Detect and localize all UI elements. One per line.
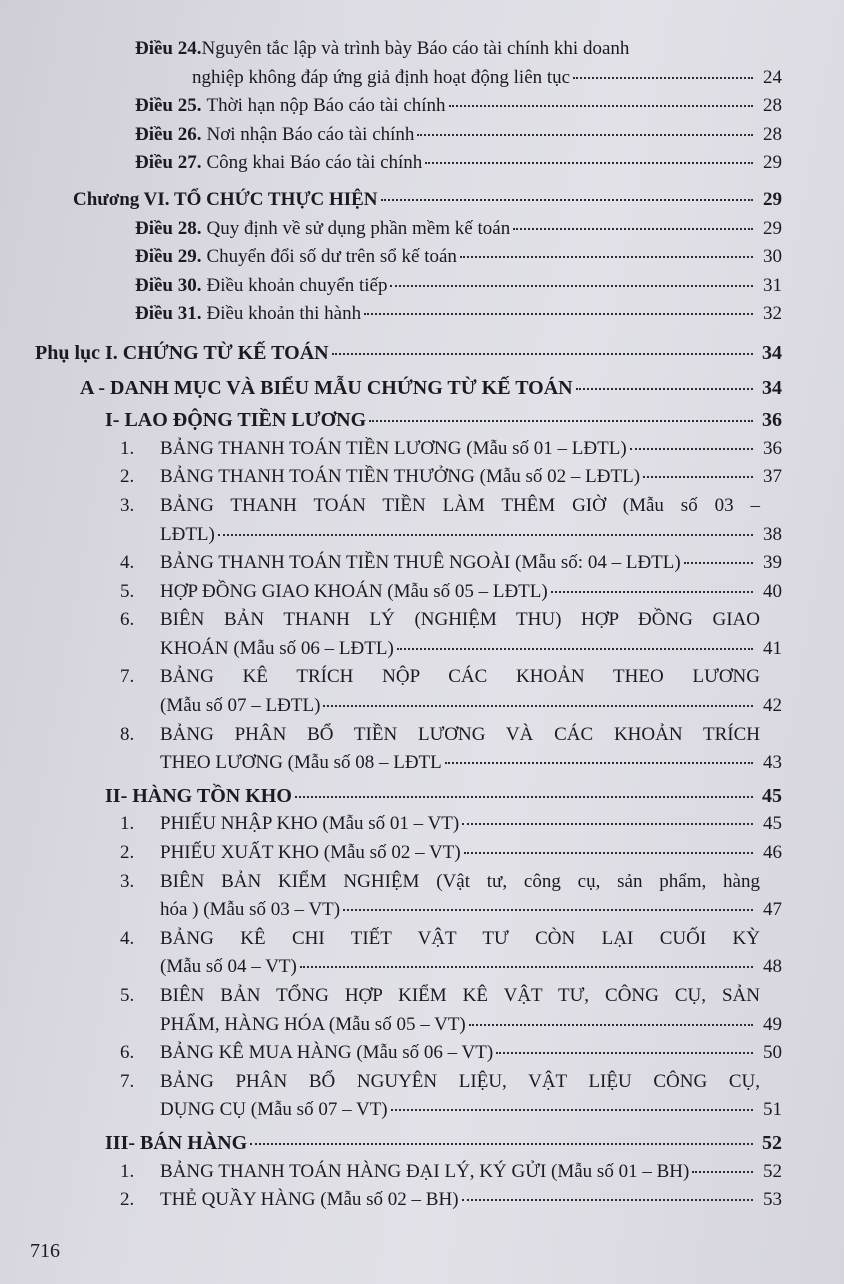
entry-text: Thời hạn nộp Báo cáo tài chính [206,95,446,117]
article-label: Điều 29. [135,246,202,268]
item-number: 7. [120,1070,135,1092]
entry-text: Công khai Báo cáo tài chính [206,152,423,174]
item-number: 6. [120,1042,135,1064]
entry-text: HỢP ĐỒNG GIAO KHOÁN (Mẫu số 05 – LĐTL) [160,580,548,602]
chapter-title: Chương VI. TỔ CHỨC THỰC HIỆN [73,188,378,210]
entry-text: BẢNG KÊ TRÍCH NỘP CÁC KHOẢN THEO LƯƠNG [160,666,760,688]
toc-entry-line[interactable] [0,495,844,524]
dot-leader [218,534,753,536]
article-label: Điều 30. [135,274,202,296]
toc-entry[interactable] [0,1189,844,1218]
page-ref: 51 [763,1099,782,1121]
toc-entry-line[interactable] [0,928,844,957]
page-ref: 52 [762,1131,782,1154]
toc-entry[interactable] [0,956,844,985]
article-label: Điều 27. [135,152,202,174]
toc-entry-line[interactable] [0,724,844,753]
toc-entry-line[interactable] [0,666,844,695]
dot-leader [462,1199,753,1201]
entry-text: Quy định về sử dụng phần mềm kế toán [206,217,511,239]
page-ref: 28 [763,95,782,117]
page-ref: 28 [763,123,782,145]
page-ref: 45 [763,813,782,835]
toc-entry[interactable] [0,246,844,275]
toc-group[interactable] [0,1132,844,1161]
entry-text: (Mẫu số 04 – VT) [160,956,297,978]
toc-entry[interactable] [0,524,844,553]
entry-text: nghiệp không đáp ứng giả định hoạt động liên tục [192,66,571,88]
toc-entry[interactable] [0,581,844,610]
page-ref: 37 [763,466,782,488]
toc-entry[interactable] [0,752,844,781]
entry-text: BIÊN BẢN THANH LÝ (NGHIỆM THU) HỢP ĐỒNG GIAO [160,609,760,631]
dot-leader [630,448,753,450]
entry-text: BẢNG THANH TOÁN TIỀN THƯỞNG (Mẫu số 02 – LĐTL) [160,466,641,488]
page-ref: 49 [763,1013,782,1035]
toc-entry[interactable] [0,218,844,247]
toc-entry[interactable] [0,1161,844,1190]
page-ref: 50 [763,1042,782,1064]
entry-text: THẺ QUẦY HÀNG (Mẫu số 02 – BH) [160,1189,459,1211]
dot-leader [250,1143,753,1145]
item-number: 1. [120,813,135,835]
dot-leader [513,228,753,230]
page-ref: 43 [763,752,782,774]
page-ref: 45 [762,784,782,807]
dot-leader [469,1024,753,1026]
entry-text: Chuyển đổi số dư trên sổ kế toán [206,246,457,268]
entry-text: BẢNG PHÂN BỔ NGUYÊN LIỆU, VẬT LIỆU CÔNG CỤ, [160,1070,760,1092]
dot-leader [573,77,753,79]
entry-text: Nơi nhận Báo cáo tài chính [206,123,415,145]
dot-leader [643,476,753,478]
dot-leader [300,966,753,968]
section-title: A - DANH MỤC VÀ BIỂU MẪU CHỨNG TỪ KẾ TOÁN [80,376,573,399]
item-number: 3. [120,870,135,892]
item-number: 7. [120,666,135,688]
item-number: 5. [120,580,135,602]
page-ref: 52 [763,1160,782,1182]
table-of-contents [0,38,844,1218]
page-ref: 48 [763,956,782,978]
toc-entry[interactable] [0,303,844,332]
toc-entry[interactable] [0,466,844,495]
entry-text: BẢNG THANH TOÁN HÀNG ĐẠI LÝ, KÝ GỬI (Mẫu số 01 – BH) [160,1160,690,1182]
entry-text: Điều khoản chuyển tiếp [206,274,388,296]
item-number: 5. [120,985,135,1006]
toc-group[interactable] [0,409,844,438]
page-ref: 39 [763,552,782,574]
entry-text: BẢNG PHÂN BỔ TIỀN LƯƠNG VÀ CÁC KHOẢN TRÍCH [160,723,760,745]
page-ref: 46 [763,842,782,864]
dot-leader [364,313,753,315]
dot-leader [391,1109,753,1111]
entry-text: BẢNG KÊ CHI TIẾT VẬT TƯ CÒN LẠI CUỐI KỲ [160,927,760,949]
page-ref: 47 [763,899,782,921]
entry-text: hóa ) (Mẫu số 03 – VT) [160,899,341,921]
dot-leader [323,705,753,707]
toc-entry[interactable] [0,842,844,871]
page-ref: 31 [763,274,782,296]
toc-entry[interactable] [0,1014,844,1043]
article-label: Điều 28. [135,217,202,239]
dot-leader [460,256,753,258]
item-number: 1. [120,1160,135,1182]
appendix-title: Phụ lục I. CHỨNG TỪ KẾ TOÁN [35,341,329,364]
toc-entry[interactable] [0,638,844,667]
toc-entry-line[interactable] [0,1071,844,1100]
group-title: III- BÁN HÀNG [105,1131,248,1154]
dot-leader [381,199,753,201]
article-label: Điều 31. [135,303,202,325]
entry-text: LĐTL) [160,523,215,545]
entry-text: PHẨM, HÀNG HÓA (Mẫu số 05 – VT) [160,1013,466,1035]
toc-entry[interactable] [0,695,844,724]
item-number: 4. [120,927,135,949]
toc-group[interactable] [0,785,844,814]
group-title: I- LAO ĐỘNG TIỀN LƯƠNG [105,409,367,432]
article-label: Điều 25. [135,95,202,117]
dot-leader [551,591,753,593]
dot-leader [496,1052,753,1054]
dot-leader [462,823,753,825]
toc-entry[interactable] [0,67,844,96]
entry-text: BẢNG THANH TOÁN TIỀN LÀM THÊM GIỜ (Mẫu số 03 – [160,494,760,516]
toc-entry[interactable] [0,813,844,842]
toc-entry[interactable] [0,124,844,153]
toc-entry[interactable] [0,275,844,304]
item-number: 8. [120,723,135,745]
toc-section[interactable] [0,377,844,406]
dot-leader [397,648,753,650]
page-ref: 34 [762,376,782,399]
toc-entry[interactable] [0,552,844,581]
toc-entry[interactable] [0,152,844,181]
entry-text: PHIẾU NHẬP KHO (Mẫu số 01 – VT) [160,813,460,835]
toc-entry[interactable] [0,1042,844,1071]
entry-text: Điều khoản thi hành [206,303,362,325]
entry-text: BẢNG THANH TOÁN TIỀN THUÊ NGOÀI (Mẫu số: 04 – LĐTL) [160,552,681,574]
item-number: 4. [120,552,135,574]
entry-text: BIÊN BẢN TỔNG HỢP KIỂM KÊ VẬT TƯ, CÔNG CỤ, SẢN [160,985,760,1006]
item-number: 3. [120,494,135,516]
page-ref: 36 [762,409,782,432]
page-ref: 53 [763,1189,782,1211]
article-label: Điều 24. [135,38,202,59]
entry-text: BẢNG KÊ MUA HÀNG (Mẫu số 06 – VT) [160,1042,494,1064]
dot-leader [464,852,753,854]
item-number: 2. [120,466,135,488]
item-number: 2. [120,842,135,864]
entry-text: KHOÁN (Mẫu số 06 – LĐTL) [160,637,394,659]
dot-leader [295,796,753,798]
item-number: 1. [120,437,135,459]
page-ref: 30 [763,246,782,268]
toc-entry[interactable] [0,438,844,467]
dot-leader [343,909,753,911]
page-ref: 41 [763,637,782,659]
page-ref: 40 [763,580,782,602]
toc-entry[interactable] [0,1099,844,1128]
page-ref: 34 [762,341,782,364]
page-ref: 38 [763,523,782,545]
group-title: II- HÀNG TỒN KHO [105,784,292,807]
toc-entry-line[interactable] [0,38,844,67]
dot-leader [332,353,753,355]
toc-entry-line[interactable] [0,871,844,900]
article-label: Điều 26. [135,123,202,145]
entry-text: THEO LƯƠNG (Mẫu số 08 – LĐTL [160,752,442,774]
dot-leader [576,388,753,390]
dot-leader [449,105,753,107]
entry-text: Nguyên tắc lập và trình bày Báo cáo tài chính khi doanh [201,38,630,59]
page-ref: 32 [763,303,782,325]
item-number: 2. [120,1189,135,1211]
entry-text: BIÊN BẢN KIỂM NGHIỆM (Vật tư, công cụ, sản phẩm, hàng [160,870,760,892]
toc-chapter[interactable] [0,189,844,218]
page-number: 716 [30,1240,60,1262]
toc-appendix[interactable] [0,342,844,371]
toc-entry[interactable] [0,899,844,928]
dot-leader [390,285,753,287]
dot-leader [369,420,753,422]
toc-entry[interactable] [0,95,844,124]
page-ref: 29 [763,217,782,239]
entry-text: (Mẫu số 07 – LĐTL) [160,695,321,717]
page-ref: 24 [763,66,782,88]
page-ref: 29 [763,152,782,174]
dot-leader [425,162,753,164]
page-ref: 29 [763,188,782,210]
entry-text: DỤNG CỤ (Mẫu số 07 – VT) [160,1099,388,1121]
dot-leader [692,1171,753,1173]
page-ref: 36 [763,437,782,459]
toc-entry-line[interactable] [0,609,844,638]
item-number: 6. [120,609,135,631]
page-ref: 42 [763,695,782,717]
entry-text: BẢNG THANH TOÁN TIỀN LƯƠNG (Mẫu số 01 – LĐTL) [160,437,627,459]
entry-text: PHIẾU XUẤT KHO (Mẫu số 02 – VT) [160,842,461,864]
toc-entry-line[interactable] [0,985,844,1014]
dot-leader [417,134,753,136]
dot-leader [684,562,753,564]
dot-leader [445,762,753,764]
